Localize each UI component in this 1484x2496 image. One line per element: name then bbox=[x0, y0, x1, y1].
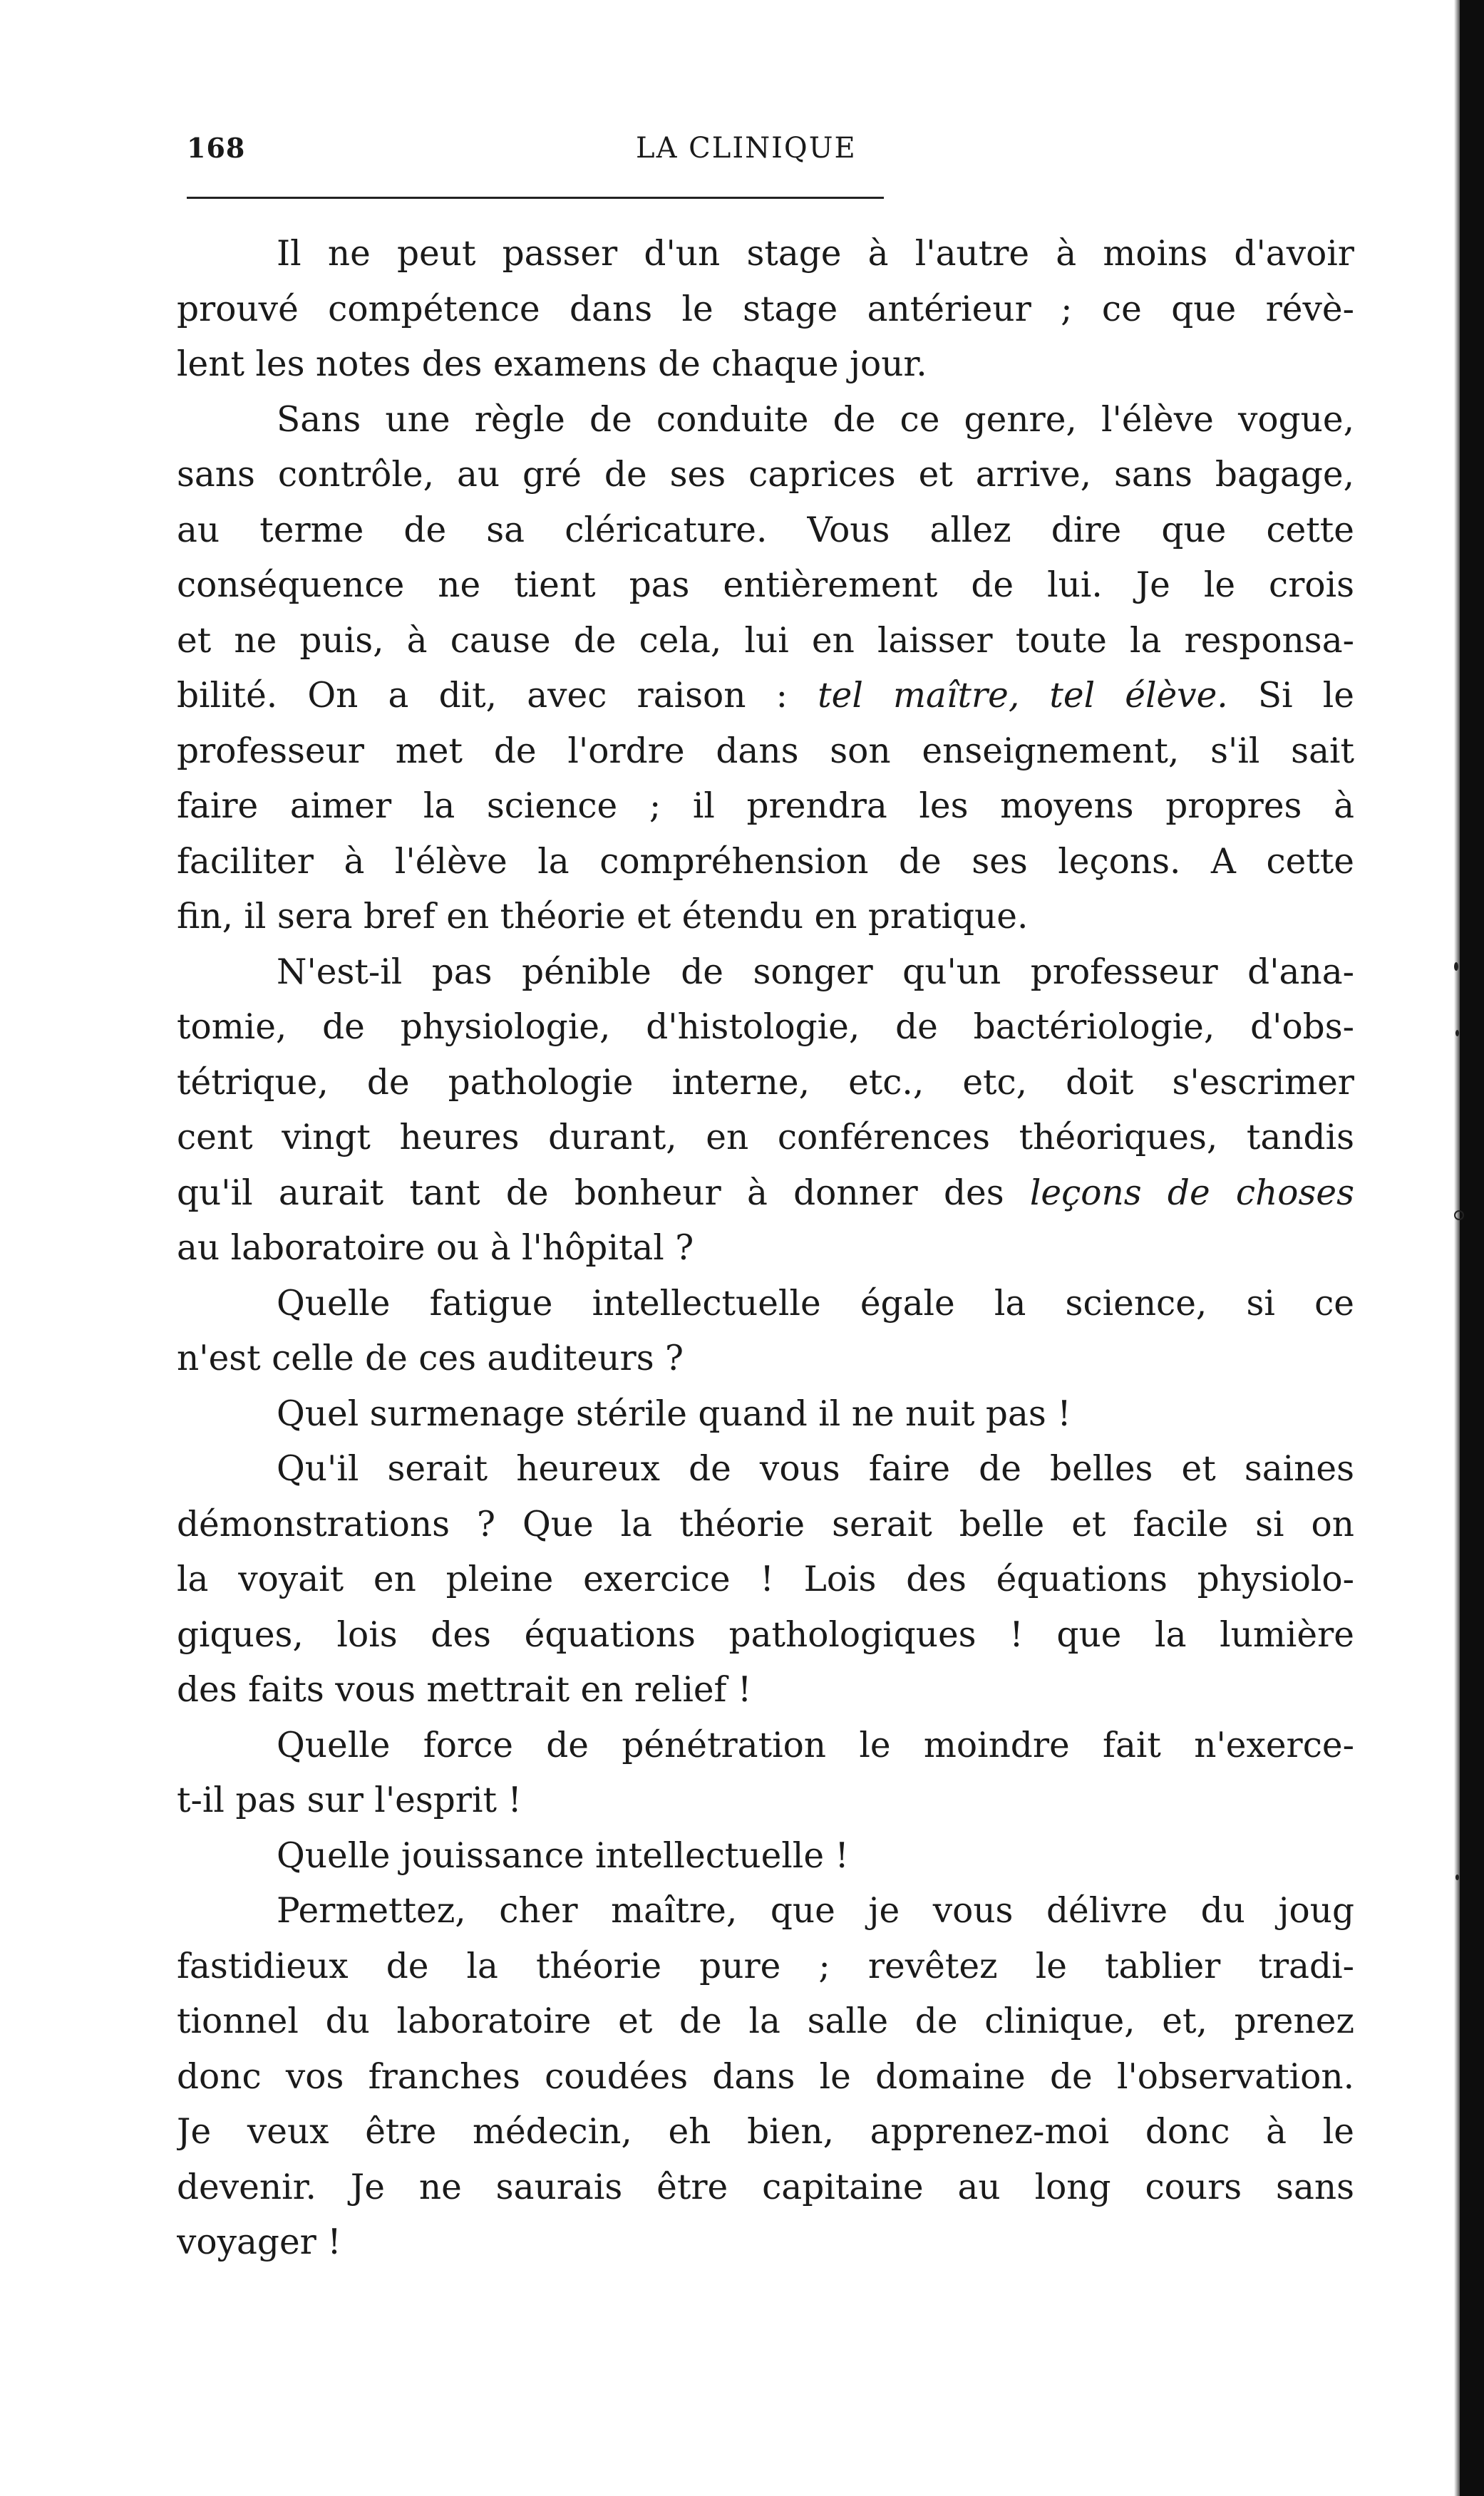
body-text bbox=[177, 227, 1354, 2271]
italic-phrase: leçons de choses bbox=[1029, 1172, 1354, 1213]
text-line: la voyait en pleine exercice ! Lois des équations physiolo- bbox=[177, 1559, 1354, 1599]
text-line: devenir. Je ne saurais être capitaine au long cours sans bbox=[177, 2167, 1354, 2207]
text-line: sans contrôle, au gré de ses caprices et arrive, sans bagage, bbox=[177, 455, 1354, 495]
text-line: faire aimer la science ; il prendra les moyens propres à bbox=[177, 786, 1354, 826]
text-line: donc vos franches coudées dans le domaine de l'observation. bbox=[177, 2056, 1354, 2097]
text-run: qu'il aurait tant de bonheur à donner des bbox=[177, 1172, 1030, 1213]
text-line: au laboratoire ou à l'hôpital ? bbox=[177, 1228, 694, 1268]
text-line: Je veux être médecin, eh bien, apprenez-moi donc à le bbox=[177, 2112, 1354, 2152]
text-line: prouvé compétence dans le stage antérieur ; ce que révè- bbox=[177, 289, 1354, 329]
scan-speck bbox=[1454, 962, 1458, 971]
text-line: N'est-il pas pénible de songer qu'un professeur d'ana- bbox=[277, 952, 1354, 992]
text-line: Quel surmenage stérile quand il ne nuit pas ! bbox=[277, 1393, 1071, 1434]
text-line: voyager ! bbox=[177, 2222, 341, 2262]
text-line: faciliter à l'élève la compréhension de ses leçons. A cette bbox=[177, 841, 1354, 882]
text-line: Quelle fatigue intellectuelle égale la science, si ce bbox=[277, 1283, 1354, 1324]
text-line: professeur met de l'ordre dans son enseignement, s'il sait bbox=[177, 731, 1354, 771]
text-line: giques, lois des équations pathologiques ! que la lumière bbox=[177, 1614, 1354, 1655]
page-edge-shadow bbox=[1454, 0, 1460, 2496]
text-line: tionnel du laboratoire et de la salle de clinique, et, prenez bbox=[177, 2001, 1354, 2041]
text-line: Sans une règle de conduite de ce genre, l'élève vogue, bbox=[277, 399, 1354, 440]
text-line: fastidieux de la théorie pure ; revêtez le tablier tradi- bbox=[177, 1946, 1354, 1986]
page-edge bbox=[1460, 0, 1484, 2496]
text-line: des faits vous mettrait en relief ! bbox=[177, 1670, 752, 1710]
text-line: tétrique, de pathologie interne, etc., etc, doit s'escrimer bbox=[177, 1062, 1354, 1103]
page-header bbox=[187, 132, 1256, 175]
text-line: Permettez, cher maître, que je vous délivre du joug bbox=[277, 1891, 1354, 1931]
text-line: cent vingt heures durant, en conférences théoriques, tandis bbox=[177, 1118, 1354, 1157]
text-line: Quelle jouissance intellectuelle ! bbox=[277, 1835, 849, 1876]
header-rule bbox=[187, 197, 884, 199]
text-line: démonstrations ? Que la théorie serait belle et facile si on bbox=[177, 1504, 1354, 1544]
text-line: conséquence ne tient pas entièrement de lui. Je le crois bbox=[177, 565, 1354, 605]
text-line: t-il pas sur l'esprit ! bbox=[177, 1780, 522, 1820]
text-run: bilité. On a dit, avec raison : bbox=[177, 676, 818, 716]
text-line: Quelle force de pénétration le moindre fait n'exerce- bbox=[277, 1725, 1354, 1765]
text-line: au terme de sa cléricature. Vous allez dire que cette bbox=[177, 510, 1354, 550]
page-number: 168 bbox=[187, 132, 246, 164]
text-line bbox=[177, 1166, 1354, 1222]
text-line bbox=[177, 669, 1354, 724]
scan-speck bbox=[1454, 1210, 1464, 1220]
text-line: lent les notes des examens de chaque jour. bbox=[177, 344, 927, 384]
italic-phrase: tel maître, tel élève. bbox=[818, 676, 1228, 716]
text-line: et ne puis, à cause de cela, lui en laisser toute la responsa- bbox=[177, 620, 1354, 661]
text-line: Qu'il serait heureux de vous faire de belles et saines bbox=[277, 1449, 1354, 1489]
text-line: n'est celle de ces auditeurs ? bbox=[177, 1339, 684, 1378]
text-line: Il ne peut passer d'un stage à l'autre à moins d'avoir bbox=[277, 234, 1354, 274]
running-title: LA CLINIQUE bbox=[636, 132, 857, 165]
scan-speck bbox=[1455, 1030, 1459, 1036]
text-run: Si le bbox=[1227, 676, 1354, 716]
text-line: fin, il sera bref en théorie et étendu en pratique. bbox=[177, 897, 1029, 937]
scan-speck bbox=[1455, 1874, 1459, 1880]
text-line: tomie, de physiologie, d'histologie, de bactériologie, d'obs- bbox=[177, 1007, 1354, 1047]
